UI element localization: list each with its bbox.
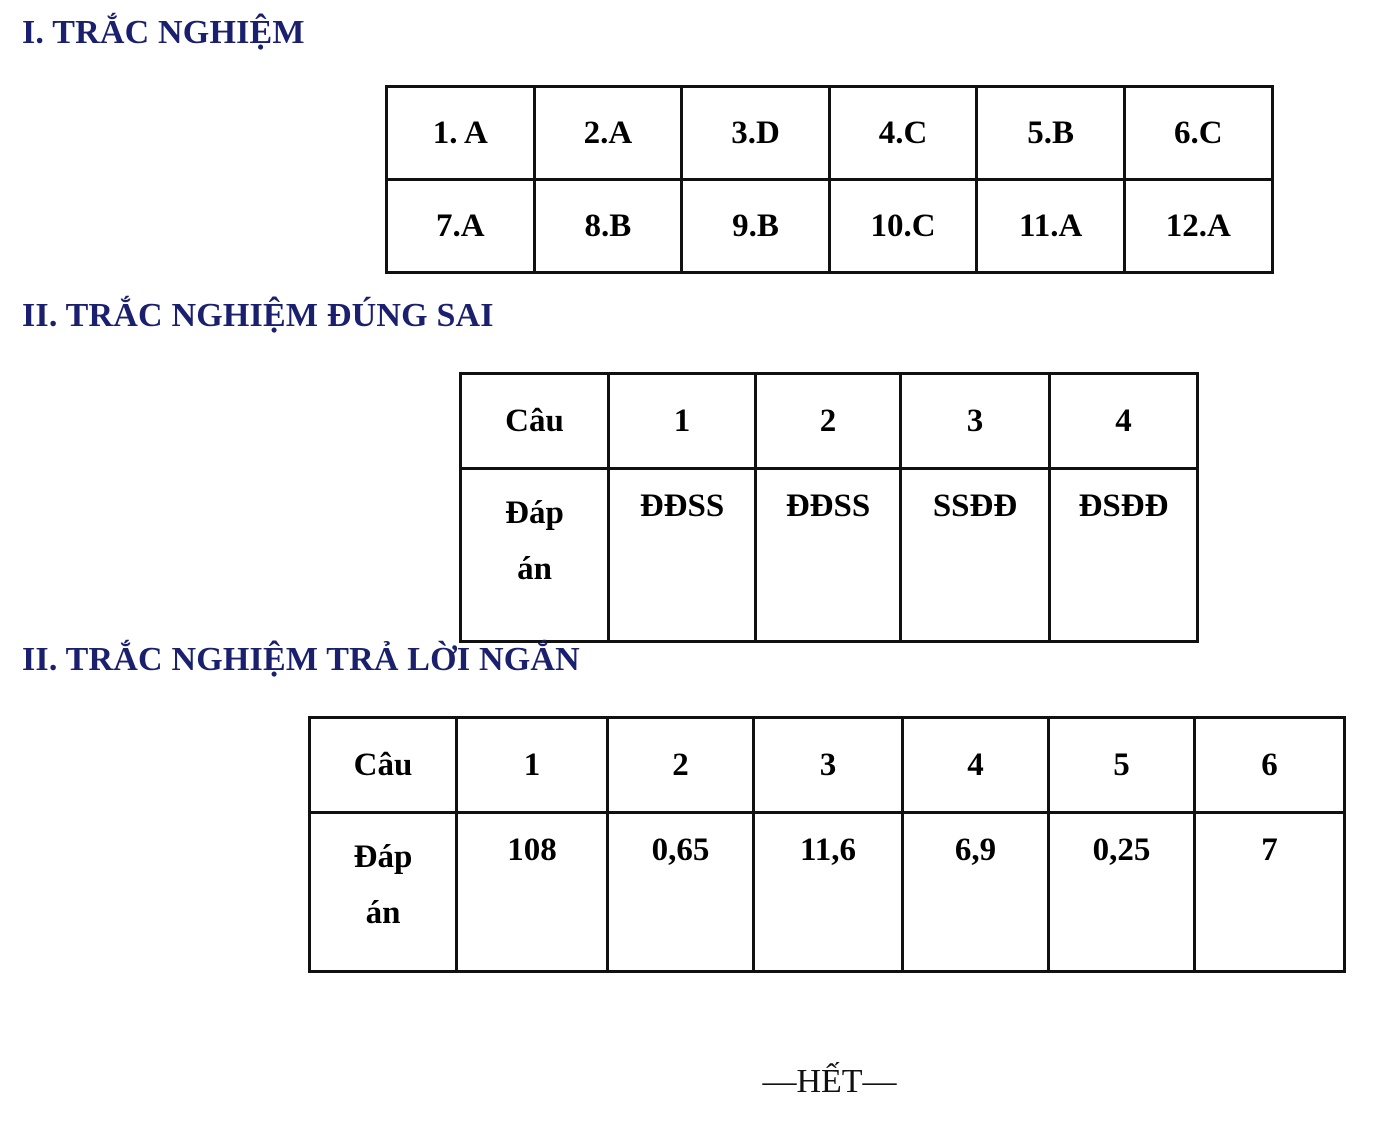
table-row (461, 469, 1198, 642)
answer-cell: 0,65 (608, 813, 754, 972)
question-number-cell: 2 (756, 374, 901, 469)
answer-cell: 12.A (1124, 180, 1272, 273)
true-false-answer-table (459, 372, 1199, 643)
end-marker: —HẾT— (762, 1063, 897, 1100)
answer-header-line: án (517, 551, 552, 587)
answer-cell: 3.D (682, 87, 830, 180)
answer-cell: SSĐĐ (901, 469, 1050, 642)
table-row (387, 87, 1273, 180)
answer-cell: 7 (1195, 813, 1345, 972)
answer-header-line: Đáp (505, 495, 564, 531)
question-number-cell: 5 (1049, 718, 1195, 813)
question-number-cell: 1 (457, 718, 608, 813)
answer-cell: 4.C (829, 87, 977, 180)
answer-cell: ĐSĐĐ (1050, 469, 1198, 642)
short-answer-table (308, 716, 1346, 973)
answer-cell: 9.B (682, 180, 830, 273)
table-row (310, 813, 1345, 972)
answer-cell: 1. A (387, 87, 535, 180)
answer-header-cell (310, 813, 457, 972)
answer-cell: 108 (457, 813, 608, 972)
section3-title: II. TRẮC NGHIỆM TRẢ LỜI NGẮN (22, 641, 580, 678)
answer-cell: 0,25 (1049, 813, 1195, 972)
table-row (387, 180, 1273, 273)
question-number-cell: 6 (1195, 718, 1345, 813)
question-number-cell: 1 (609, 374, 756, 469)
question-number-cell: 3 (901, 374, 1050, 469)
table-row (461, 374, 1198, 469)
answer-cell: 5.B (977, 87, 1125, 180)
answer-cell: ĐĐSS (756, 469, 901, 642)
answer-cell: 2.A (534, 87, 682, 180)
answer-cell: 8.B (534, 180, 682, 273)
section1-title: I. TRẮC NGHIỆM (22, 14, 305, 51)
multiple-choice-answer-table (385, 85, 1274, 274)
question-header-cell: Câu (461, 374, 609, 469)
question-header-cell: Câu (310, 718, 457, 813)
question-number-cell: 2 (608, 718, 754, 813)
question-number-cell: 4 (903, 718, 1049, 813)
answer-cell: 7.A (387, 180, 535, 273)
answer-cell: 11,6 (754, 813, 903, 972)
answer-cell: 10.C (829, 180, 977, 273)
answer-header-line: án (365, 895, 401, 931)
answer-header-line: Đáp (353, 839, 413, 875)
answer-cell: 11.A (977, 180, 1125, 273)
question-number-cell: 3 (754, 718, 903, 813)
table-row (310, 718, 1345, 813)
answer-header-cell (461, 469, 609, 642)
answer-cell: 6,9 (903, 813, 1049, 972)
answer-cell: 6.C (1124, 87, 1272, 180)
section2-title: II. TRẮC NGHIỆM ĐÚNG SAI (22, 297, 494, 334)
question-number-cell: 4 (1050, 374, 1198, 469)
answer-cell: ĐĐSS (609, 469, 756, 642)
